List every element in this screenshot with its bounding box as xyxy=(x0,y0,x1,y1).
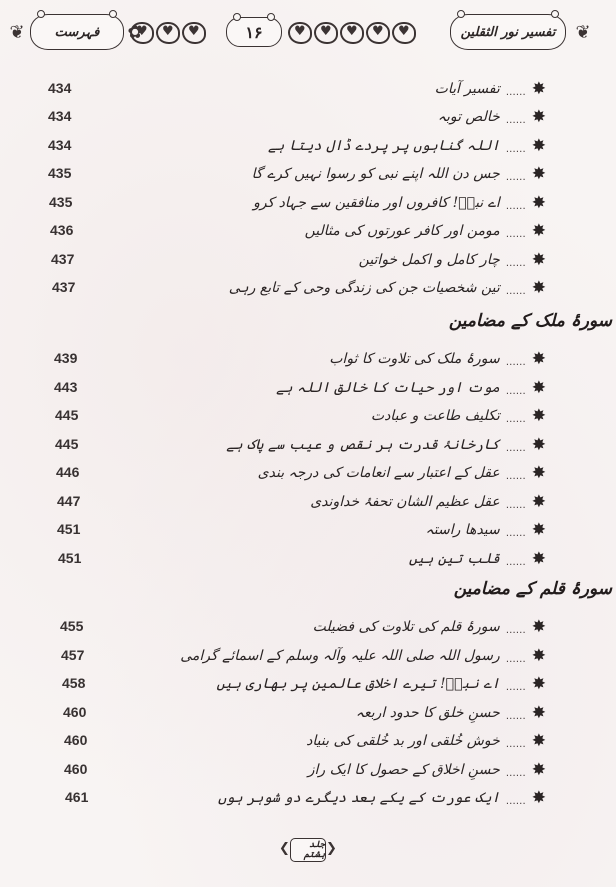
toc-title: حسنِ اخلاق کے حصول کا ایک راز xyxy=(307,762,500,778)
leader-dots: …… xyxy=(505,228,526,240)
star-bullet-icon: ✸ xyxy=(531,277,546,298)
toc-row[interactable] xyxy=(0,643,616,669)
star-bullet-icon: ✸ xyxy=(531,645,546,666)
toc-entry xyxy=(252,161,546,187)
left-flourish-icon: ❦ xyxy=(9,22,25,43)
toc-page-number: 434 xyxy=(48,80,72,96)
vine-heart-icon xyxy=(288,22,312,44)
star-bullet-icon: ✸ xyxy=(531,192,546,213)
toc-page-number: 435 xyxy=(49,194,73,210)
toc-title: خالص توبہ xyxy=(437,109,500,125)
toc-row[interactable] xyxy=(0,375,616,401)
toc-row[interactable] xyxy=(0,700,616,726)
star-bullet-icon: ✸ xyxy=(531,78,546,99)
vine-ornament-left xyxy=(130,20,222,46)
star-bullet-icon: ✸ xyxy=(531,519,546,540)
star-bullet-icon: ✸ xyxy=(531,434,546,455)
toc-entry xyxy=(310,489,546,515)
toc-entry xyxy=(216,671,546,697)
toc-title: جس دن اللہ اپنے نبی کو رسوا نہیں کرے گا xyxy=(251,166,500,182)
vine-heart-icon xyxy=(156,22,180,44)
star-bullet-icon: ✸ xyxy=(531,163,546,184)
toc-page-number: 460 xyxy=(64,732,88,748)
vine-heart-icon xyxy=(392,22,416,44)
toc-title: رسول اللہ صلی اللہ علیہ وآلہ وسلم کے اسمائے گرامی xyxy=(180,648,500,664)
vine-heart-icon xyxy=(130,22,154,44)
toc-row[interactable] xyxy=(0,161,616,187)
star-bullet-icon: ✸ xyxy=(531,730,546,751)
toc-title: ایک عورت کے یکے بعد دیگرے دو شوہر ہوں xyxy=(218,790,500,806)
star-bullet-icon: ✸ xyxy=(531,673,546,694)
toc-entry xyxy=(218,785,546,811)
toc-entry xyxy=(371,403,546,429)
toc-title: خوش خُلقی اور بد خُلقی کی بنیاد xyxy=(306,733,500,749)
leader-dots: …… xyxy=(505,285,526,297)
leader-dots: …… xyxy=(505,356,526,368)
vine-heart-icon xyxy=(182,22,206,44)
star-bullet-icon: ✸ xyxy=(531,787,546,808)
leader-dots: …… xyxy=(505,738,526,750)
toc-entry xyxy=(426,517,546,543)
toc-entry xyxy=(313,614,546,640)
toc-title: مومن اور کافر عورتوں کی مثالیں xyxy=(304,223,500,239)
toc-entry xyxy=(308,757,546,783)
toc-row[interactable] xyxy=(0,517,616,543)
toc-page-number: 435 xyxy=(48,165,72,181)
toc-page-number: 439 xyxy=(54,350,78,366)
toc-entry xyxy=(229,275,546,301)
toc-title: حسنِ خلق کا حدود اربعہ xyxy=(355,705,500,721)
toc-row[interactable] xyxy=(0,757,616,783)
toc-title: موت اور حیات کا خالق اللہ ہے xyxy=(276,380,500,396)
toc-row[interactable] xyxy=(0,104,616,130)
page-number: ۱۶ xyxy=(245,22,263,42)
toc-page-number: 461 xyxy=(65,789,89,805)
toc-entry xyxy=(435,76,546,102)
vine-heart-icon xyxy=(340,22,364,44)
leader-dots: …… xyxy=(505,681,526,693)
leader-dots: …… xyxy=(505,257,526,269)
toc-entry xyxy=(305,218,546,244)
toc-title: سیدھا راستہ xyxy=(425,522,500,538)
toc-page-number: 460 xyxy=(64,761,88,777)
toc-title: قلب تین ہیں xyxy=(408,551,500,567)
page-header xyxy=(0,10,616,55)
toc-title: چار کامل و اکمل خواتین xyxy=(358,252,500,268)
toc-page-number: 458 xyxy=(62,675,86,691)
vine-heart-icon xyxy=(366,22,390,44)
toc-page-number: 437 xyxy=(52,279,76,295)
toc-page-number: 436 xyxy=(50,222,74,238)
vine-flourish-icon: ✿ xyxy=(127,22,143,43)
toc-page-number: 451 xyxy=(58,550,82,566)
star-bullet-icon: ✸ xyxy=(531,249,546,270)
toc-title: عقل کے اعتبار سے انعامات کی درجہ بندی xyxy=(257,465,500,481)
section-heading-surah-qalam: سورۂ قلم کے مضامین xyxy=(453,579,612,599)
leader-dots: …… xyxy=(505,86,526,98)
toc-row[interactable] xyxy=(0,546,616,572)
toc-title: اے نبیؐ! کافروں اور منافقین سے جہاد کرو xyxy=(253,195,500,211)
toc-row[interactable] xyxy=(0,346,616,372)
star-bullet-icon: ✸ xyxy=(531,220,546,241)
toc-page-number: 460 xyxy=(63,704,87,720)
toc-entry xyxy=(258,460,546,486)
leader-dots: …… xyxy=(505,200,526,212)
leader-dots: …… xyxy=(505,171,526,183)
toc-page-number: 455 xyxy=(60,618,84,634)
leader-dots: …… xyxy=(505,442,526,454)
leader-dots: …… xyxy=(505,413,526,425)
toc-title: سورۂ ملک کی تلاوت کا ثواب xyxy=(329,351,500,367)
toc-row[interactable] xyxy=(0,728,616,754)
leader-dots: …… xyxy=(505,143,526,155)
toc-row[interactable] xyxy=(0,133,616,159)
vine-heart-icon xyxy=(314,22,338,44)
toc-entry xyxy=(276,375,546,401)
leader-dots: …… xyxy=(505,556,526,568)
toc-entry xyxy=(180,643,546,669)
star-bullet-icon: ✸ xyxy=(531,348,546,369)
toc-page-number: 457 xyxy=(61,647,85,663)
toc-row[interactable] xyxy=(0,489,616,515)
star-bullet-icon: ✸ xyxy=(531,106,546,127)
section-label-cartouche xyxy=(30,14,124,50)
star-bullet-icon: ✸ xyxy=(531,548,546,569)
toc-page-number: 437 xyxy=(51,251,75,267)
toc-page-number: 446 xyxy=(56,464,80,480)
page-number-cartouche xyxy=(226,17,282,47)
toc-title: کارخانۂ قدرت ہر نقص و عیب سے پاک ہے xyxy=(226,437,500,453)
toc-title: اے نبیؐ! تیرے اخلاق عالمین پر بھاری ہیں xyxy=(216,676,500,692)
toc-page-number: 434 xyxy=(48,108,72,124)
section-label: فہرست xyxy=(54,24,100,40)
toc-title: اللہ گناہوں پر پردے ڈال دیتا ہے xyxy=(267,138,500,154)
section-heading-surah-mulk: سورۂ ملک کے مضامین xyxy=(448,311,612,331)
toc-title: تکلیف طاعت و عبادت xyxy=(370,408,500,424)
book-title: تفسیر نور الثقلین xyxy=(460,24,556,40)
toc-page-number: 443 xyxy=(54,379,78,395)
leader-dots: …… xyxy=(505,385,526,397)
star-bullet-icon: ✸ xyxy=(531,702,546,723)
leader-dots: …… xyxy=(505,795,526,807)
toc-entry xyxy=(226,432,546,458)
star-bullet-icon: ✸ xyxy=(531,491,546,512)
toc-row[interactable] xyxy=(0,403,616,429)
leader-dots: …… xyxy=(505,499,526,511)
toc-page-number: 445 xyxy=(55,436,79,452)
right-flourish-icon: ❦ xyxy=(575,22,591,43)
toc-title: عقل عظیم الشان تحفۂ خداوندی xyxy=(310,494,500,510)
leader-dots: …… xyxy=(505,114,526,126)
leader-dots: …… xyxy=(505,653,526,665)
toc-entry xyxy=(438,104,546,130)
toc-row[interactable] xyxy=(0,76,616,102)
toc-page-number: 445 xyxy=(55,407,79,423)
toc-title: سورۂ قلم کی تلاوت کی فضیلت xyxy=(312,619,500,635)
leader-dots: …… xyxy=(505,710,526,722)
toc-page-number: 451 xyxy=(57,521,81,537)
toc-title: تین شخصیات جن کی زندگی وحی کے تابع رہی xyxy=(228,280,500,296)
leader-dots: …… xyxy=(505,470,526,482)
leader-dots: …… xyxy=(505,527,526,539)
toc-row[interactable] xyxy=(0,218,616,244)
star-bullet-icon: ✸ xyxy=(531,405,546,426)
book-title-cartouche xyxy=(450,14,566,50)
star-bullet-icon: ✸ xyxy=(531,135,546,156)
toc-entry xyxy=(268,133,546,159)
star-bullet-icon: ✸ xyxy=(531,377,546,398)
toc-row[interactable] xyxy=(0,275,616,301)
leader-dots: …… xyxy=(505,767,526,779)
toc-title: تفسیر آیات xyxy=(434,81,500,97)
toc-entry xyxy=(356,700,546,726)
volume-footer-cartouche xyxy=(290,838,326,862)
toc-row[interactable] xyxy=(0,432,616,458)
toc-entry xyxy=(306,728,546,754)
toc-entry xyxy=(409,546,546,572)
star-bullet-icon: ✸ xyxy=(531,759,546,780)
toc-row[interactable] xyxy=(0,785,616,811)
toc-row[interactable] xyxy=(0,671,616,697)
toc-page-number: 434 xyxy=(48,137,72,153)
toc-entry xyxy=(359,247,546,273)
volume-label: ❮ جلد ہشتم xyxy=(303,840,325,860)
leader-dots: …… xyxy=(505,624,526,636)
toc-row[interactable] xyxy=(0,614,616,640)
toc-row[interactable] xyxy=(0,247,616,273)
toc-entry xyxy=(253,190,546,216)
star-bullet-icon: ✸ xyxy=(531,616,546,637)
star-bullet-icon: ✸ xyxy=(531,462,546,483)
vine-ornament-right xyxy=(288,20,444,46)
toc-page-number: 447 xyxy=(57,493,81,509)
toc-row[interactable] xyxy=(0,460,616,486)
toc-entry xyxy=(329,346,546,372)
toc-row[interactable] xyxy=(0,190,616,216)
